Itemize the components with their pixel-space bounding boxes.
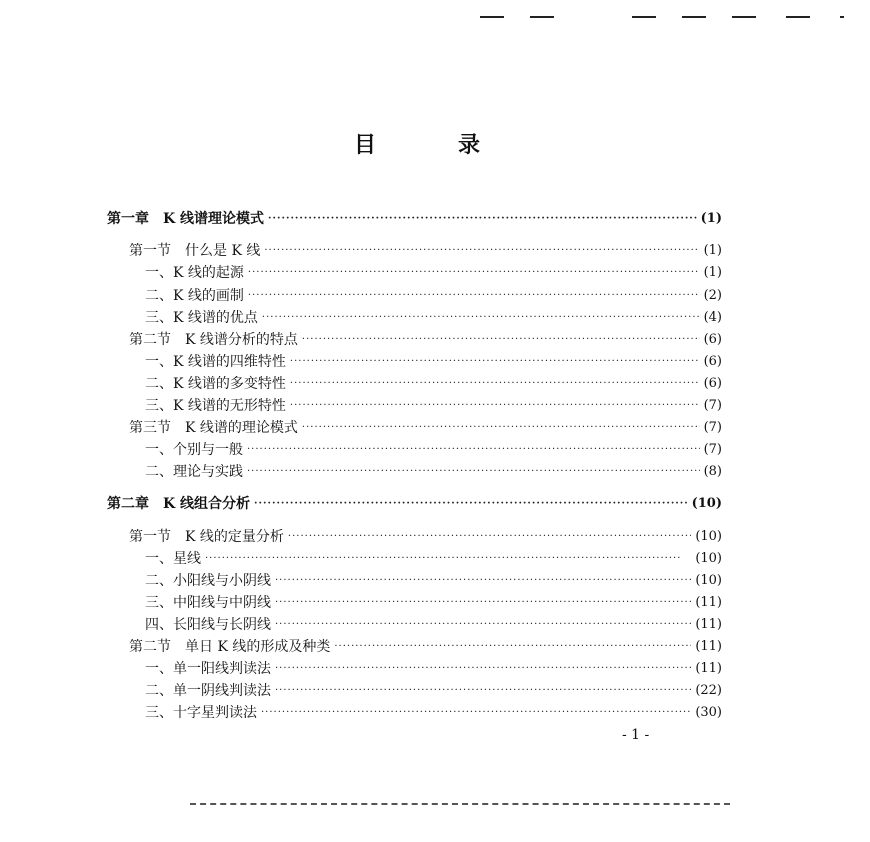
toc-label: 一、K 线的起源 — [145, 265, 244, 281]
toc-label: 二、小阳线与小阴线 — [145, 573, 271, 589]
toc-page-number: (1) — [703, 264, 722, 280]
toc-section — [129, 239, 722, 261]
toc-item — [145, 679, 722, 701]
toc-leader-dots — [275, 597, 691, 608]
toc-leader-dots — [290, 400, 700, 411]
toc-leader-dots — [261, 707, 691, 718]
toc-page-number: (10) — [695, 528, 722, 544]
toc-leader-dots — [262, 312, 700, 323]
toc-label: 一、单一阳线判读法 — [145, 661, 271, 677]
toc-label: 一、星线 — [145, 551, 201, 567]
toc-item — [145, 460, 722, 482]
toc-label: 三、中阳线与中阴线 — [145, 595, 271, 611]
toc-item — [145, 591, 722, 613]
toc-page-number: (4) — [703, 309, 722, 325]
toc-leader-dots — [290, 356, 700, 367]
toc-item — [145, 306, 722, 328]
toc-item — [145, 613, 722, 635]
toc-section — [129, 525, 722, 547]
toc-page-number: (6) — [703, 331, 722, 347]
toc-page-number: (11) — [695, 638, 722, 654]
toc-item — [145, 372, 722, 394]
toc-label: 第一章 K 线谱理论模式 — [107, 211, 265, 227]
toc-item — [145, 350, 722, 372]
toc-leader-dots — [302, 422, 700, 433]
toc-label: 三、K 线谱的优点 — [145, 310, 258, 326]
toc-label: 二、K 线的画制 — [145, 288, 244, 304]
toc-section — [129, 635, 722, 657]
toc-label: 二、单一阴线判读法 — [145, 683, 271, 699]
page-number: - 1 - — [622, 727, 650, 743]
toc-leader-dots — [275, 575, 691, 586]
toc-item — [145, 547, 722, 569]
toc-page-number: (7) — [703, 441, 722, 457]
toc-label: 第一节 K 线的定量分析 — [129, 529, 284, 545]
toc-label: 三、十字星判读法 — [145, 705, 257, 721]
toc-chapter — [107, 207, 722, 229]
toc-leader-dots — [248, 267, 700, 278]
toc-leader-dots — [254, 498, 688, 509]
toc-item — [145, 569, 722, 591]
toc-page-number: (11) — [695, 594, 722, 610]
toc-label: 四、长阳线与长阴线 — [145, 617, 271, 633]
toc-page-number: (7) — [703, 419, 722, 435]
toc-page-number: (11) — [695, 660, 722, 676]
toc-label: 二、K 线谱的多变特性 — [145, 376, 286, 392]
toc-leader-dots — [302, 334, 700, 345]
toc-leader-dots — [247, 444, 700, 455]
toc-leader-dots — [264, 245, 699, 256]
toc-page-number: (7) — [703, 397, 722, 413]
toc-leader-dots — [275, 685, 691, 696]
toc-leader-dots — [290, 378, 700, 389]
toc-label: 第二章 K 线组合分析 — [107, 496, 251, 512]
toc-page-number: (1) — [703, 242, 722, 258]
toc-leader-dots — [275, 619, 691, 630]
toc-label: 一、K 线谱的四维特性 — [145, 354, 286, 370]
toc-leader-dots — [248, 290, 700, 301]
toc-item — [145, 701, 722, 723]
toc-leader-dots — [334, 641, 691, 652]
top-scan-marks — [470, 16, 850, 22]
bottom-rule — [190, 803, 730, 806]
title-char-left: 目 — [354, 132, 377, 158]
toc-section — [129, 328, 722, 350]
toc-page-number: (10) — [695, 550, 722, 566]
title-char-right: 录 — [458, 132, 481, 158]
toc-section — [129, 416, 722, 438]
toc-page-number: (6) — [703, 375, 722, 391]
toc-item — [145, 284, 722, 306]
toc-page-number: (6) — [703, 353, 722, 369]
toc-page-number: (11) — [695, 616, 722, 632]
toc-page-number: (10) — [695, 572, 722, 588]
toc-label: 一、个别与一般 — [145, 442, 243, 458]
toc-item — [145, 261, 722, 283]
toc-label: 第三节 K 线谱的理论模式 — [129, 420, 298, 436]
toc-label: 第一节 什么是 K 线 — [129, 243, 261, 259]
toc-label: 二、理论与实践 — [145, 464, 243, 480]
toc-leader-dots — [288, 531, 691, 542]
toc-leader-dots — [268, 213, 697, 224]
toc-leader-dots — [205, 553, 691, 564]
toc-item — [145, 438, 722, 460]
toc-chapter — [107, 492, 722, 514]
toc-item — [145, 394, 722, 416]
toc-page-number: (10) — [691, 495, 722, 511]
toc-item — [145, 657, 722, 679]
toc-page-number: (2) — [703, 287, 722, 303]
toc-page-number: (30) — [695, 704, 722, 720]
toc-page-number: (1) — [700, 210, 722, 226]
toc-leader-dots — [247, 466, 700, 477]
toc-leader-dots — [275, 663, 691, 674]
toc-page-number: (8) — [703, 463, 722, 479]
toc-label: 第二节 K 线谱分析的特点 — [129, 332, 298, 348]
toc-label: 三、K 线谱的无形特性 — [145, 398, 286, 414]
toc-label: 第二节 单日 K 线的形成及种类 — [129, 639, 331, 655]
toc-page-number: (22) — [695, 682, 722, 698]
